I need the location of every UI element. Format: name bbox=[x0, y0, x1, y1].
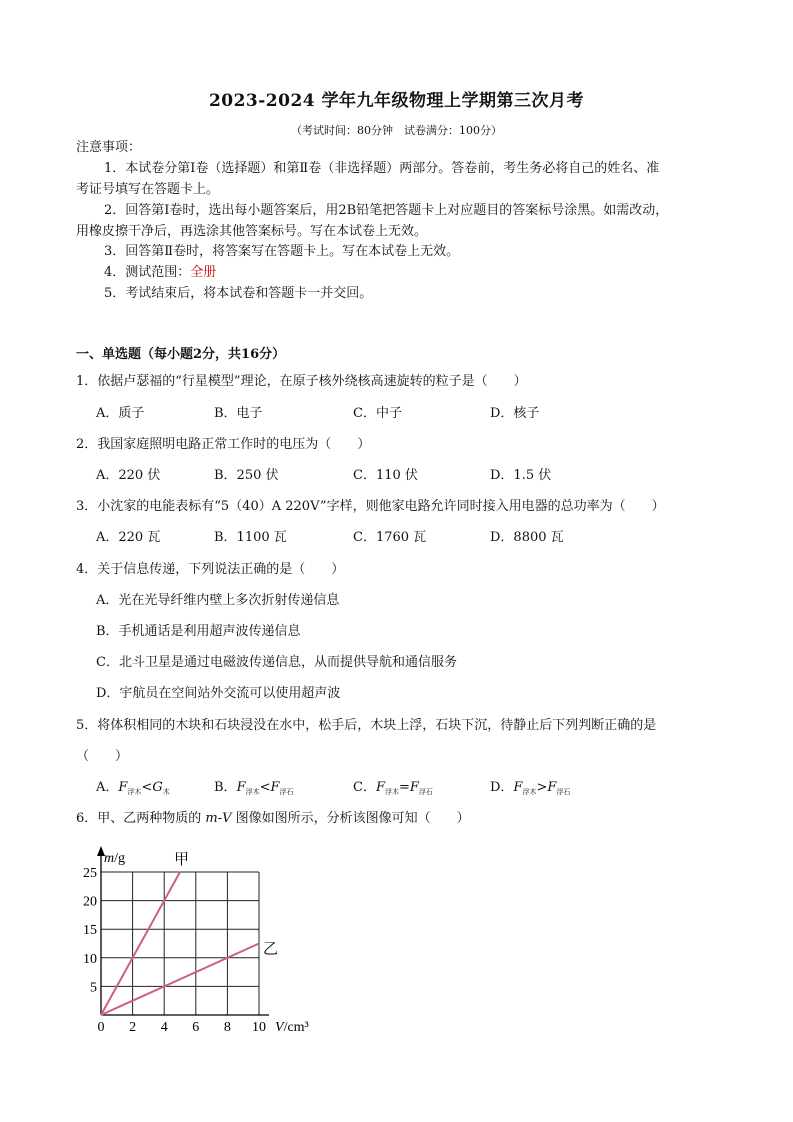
series-line-1 bbox=[101, 944, 259, 1016]
q5-d-f1-sub: 浮木 bbox=[522, 788, 537, 796]
x-axis-label bbox=[275, 1020, 309, 1035]
note-3: 3．回答第Ⅱ卷时，将答案写在答题卡上。写在本试卷上无效。 bbox=[104, 244, 460, 259]
q4-option-d: D．宇航员在空间站外交流可以使用超声波 bbox=[96, 686, 341, 701]
x-tick-label-1: 2 bbox=[129, 1020, 137, 1035]
q4-option-a: A．光在光导纤维内壁上多次折射传递信息 bbox=[96, 593, 340, 608]
q4-option-c: C．北斗卫星是通过电磁波传递信息，从而提供导航和通信服务 bbox=[96, 655, 457, 670]
note-2a: 2．回答第Ⅰ卷时，选出每小题答案后，用2B铅笔把答题卡上对应题目的答案标号涂黑。如需改动， bbox=[104, 203, 669, 218]
question-3-stem: 3．小沈家的电能表标有“5（40）A 220V”字样，则他家电路允许同时接入用电器的总功率为（ ） bbox=[76, 499, 665, 514]
q5-b-rel: < bbox=[259, 780, 271, 795]
q5-b-f2-sub: 浮石 bbox=[279, 788, 294, 796]
x-tick-label-3: 6 bbox=[192, 1020, 200, 1035]
q4-option-b: B．手机通话是利用超声波传递信息 bbox=[96, 624, 301, 639]
q1-option-a: A．质子 bbox=[96, 406, 145, 421]
series-label-0: 甲 bbox=[174, 850, 190, 868]
x-tick-label-2: 4 bbox=[160, 1020, 168, 1035]
q6-stem-v: V bbox=[222, 811, 232, 826]
q2-option-a: A．220 伏 bbox=[96, 468, 161, 483]
q5-a-f: F bbox=[118, 780, 128, 795]
note-1a: 1．本试卷分第Ⅰ卷（选择题）和第Ⅱ卷（非选择题）两部分。答卷前，考生务必将自己的姓名、准 bbox=[104, 161, 660, 176]
q5-d-f2-sub: 浮石 bbox=[556, 788, 571, 796]
q1-option-c: C．中子 bbox=[353, 406, 402, 421]
q3-option-c: C．1760 瓦 bbox=[353, 530, 427, 545]
question-6-stem bbox=[76, 810, 470, 828]
q2-option-c: C．110 伏 bbox=[353, 468, 418, 483]
q5-a-g-sub: 木 bbox=[162, 788, 170, 796]
note-4-prefix: 4．测试范围： bbox=[104, 265, 191, 280]
section-heading: 一、单选题（每小题2分，共16分） bbox=[76, 347, 286, 362]
q5-a-f-sub: 浮木 bbox=[127, 788, 142, 796]
q6-stem-dash: - bbox=[217, 811, 223, 826]
q5-option-b bbox=[214, 779, 294, 801]
q5-d-label: D． bbox=[490, 780, 514, 795]
m-v-chart bbox=[78, 840, 338, 1040]
q6-stem-a: 6．甲、乙两种物质的 bbox=[76, 811, 206, 826]
y-tick-label-2: 15 bbox=[83, 923, 97, 939]
q5-option-d bbox=[490, 779, 570, 801]
q5-c-f1-sub: 浮木 bbox=[384, 788, 399, 796]
q3-option-b: B．1100 瓦 bbox=[214, 530, 287, 545]
x-tick-label-0: 0 bbox=[97, 1020, 105, 1035]
q6-stem-b: 图像如图所示，分析该图像可知（ ） bbox=[231, 811, 470, 826]
q2-option-b: B．250 伏 bbox=[214, 468, 279, 483]
y-axis-label-var: m bbox=[104, 851, 115, 866]
y-tick-label-1: 10 bbox=[83, 951, 97, 967]
notes-heading: 注意事项： bbox=[76, 140, 142, 155]
question-4-stem: 4．关于信息传递，下列说法正确的是（ ） bbox=[76, 562, 345, 577]
y-tick-label-4: 25 bbox=[83, 866, 97, 881]
y-tick-label-0: 5 bbox=[90, 980, 97, 996]
q5-option-a bbox=[96, 779, 170, 801]
x-axis-label-var: V bbox=[275, 1020, 284, 1035]
q2-option-d: D．1.5 伏 bbox=[490, 468, 552, 483]
q5-d-f2: F bbox=[547, 780, 557, 795]
q5-d-f1: F bbox=[513, 780, 523, 795]
y-tick-label-3: 20 bbox=[83, 894, 97, 910]
q5-c-f2-sub: 浮石 bbox=[418, 788, 433, 796]
q5-d-rel: > bbox=[536, 780, 548, 795]
q5-a-label: A． bbox=[96, 780, 119, 795]
q5-b-label: B． bbox=[214, 780, 237, 795]
q5-c-f1: F bbox=[375, 780, 385, 795]
y-axis-label bbox=[104, 851, 125, 866]
note-4 bbox=[104, 264, 216, 282]
series-label-1: 乙 bbox=[263, 939, 279, 958]
x-tick-label-4: 8 bbox=[223, 1020, 231, 1035]
x-axis-label-unit: /cm³ bbox=[283, 1020, 309, 1035]
q5-c-label: C． bbox=[353, 780, 376, 795]
q3-option-a: A．220 瓦 bbox=[96, 530, 161, 545]
q3-option-d: D．8800 瓦 bbox=[490, 530, 564, 545]
question-1-stem: 1．依据卢瑟福的“行星模型”理论，在原子核外绕核高速旋转的粒子是（ ） bbox=[76, 374, 527, 389]
q6-stem-m: m bbox=[205, 811, 218, 826]
q1-option-b: B．电子 bbox=[214, 406, 263, 421]
note-4-scope: 全册 bbox=[190, 265, 217, 280]
q5-a-rel: < bbox=[141, 780, 153, 795]
note-1b: 考证号填写在答题卡上。 bbox=[76, 182, 220, 197]
note-5: 5．考试结束后，将本试卷和答题卡一并交回。 bbox=[104, 286, 373, 301]
exam-title: 2023-2024 学年九年级物理上学期第三次月考 bbox=[208, 91, 585, 111]
note-2b: 用橡皮擦干净后，再选涂其他答案标号。写在本试卷上无效。 bbox=[76, 224, 428, 239]
question-5-stem: 5．将体积相同的木块和石块浸没在水中，松手后，木块上浮，石块下沉，待静止后下列判断正确的是 bbox=[76, 718, 657, 733]
series-line-0 bbox=[101, 872, 180, 1015]
x-tick-label-5: 10 bbox=[252, 1020, 266, 1035]
q5-b-f1-sub: 浮木 bbox=[245, 788, 260, 796]
q5-b-f1: F bbox=[236, 780, 246, 795]
question-5-paren: （ ） bbox=[76, 749, 129, 764]
q5-a-g: G bbox=[152, 780, 163, 795]
q5-c-f2: F bbox=[409, 780, 419, 795]
q5-c-rel: = bbox=[398, 780, 410, 795]
question-2-stem: 2．我国家庭照明电路正常工作时的电压为（ ） bbox=[76, 437, 371, 452]
q1-option-d: D．核子 bbox=[490, 406, 540, 421]
y-axis-label-unit: /g bbox=[114, 851, 126, 866]
q5-option-c bbox=[353, 779, 433, 801]
exam-subtitle: （考试时间：80分钟 试卷满分：100分） bbox=[291, 124, 502, 137]
q5-b-f2: F bbox=[270, 780, 280, 795]
